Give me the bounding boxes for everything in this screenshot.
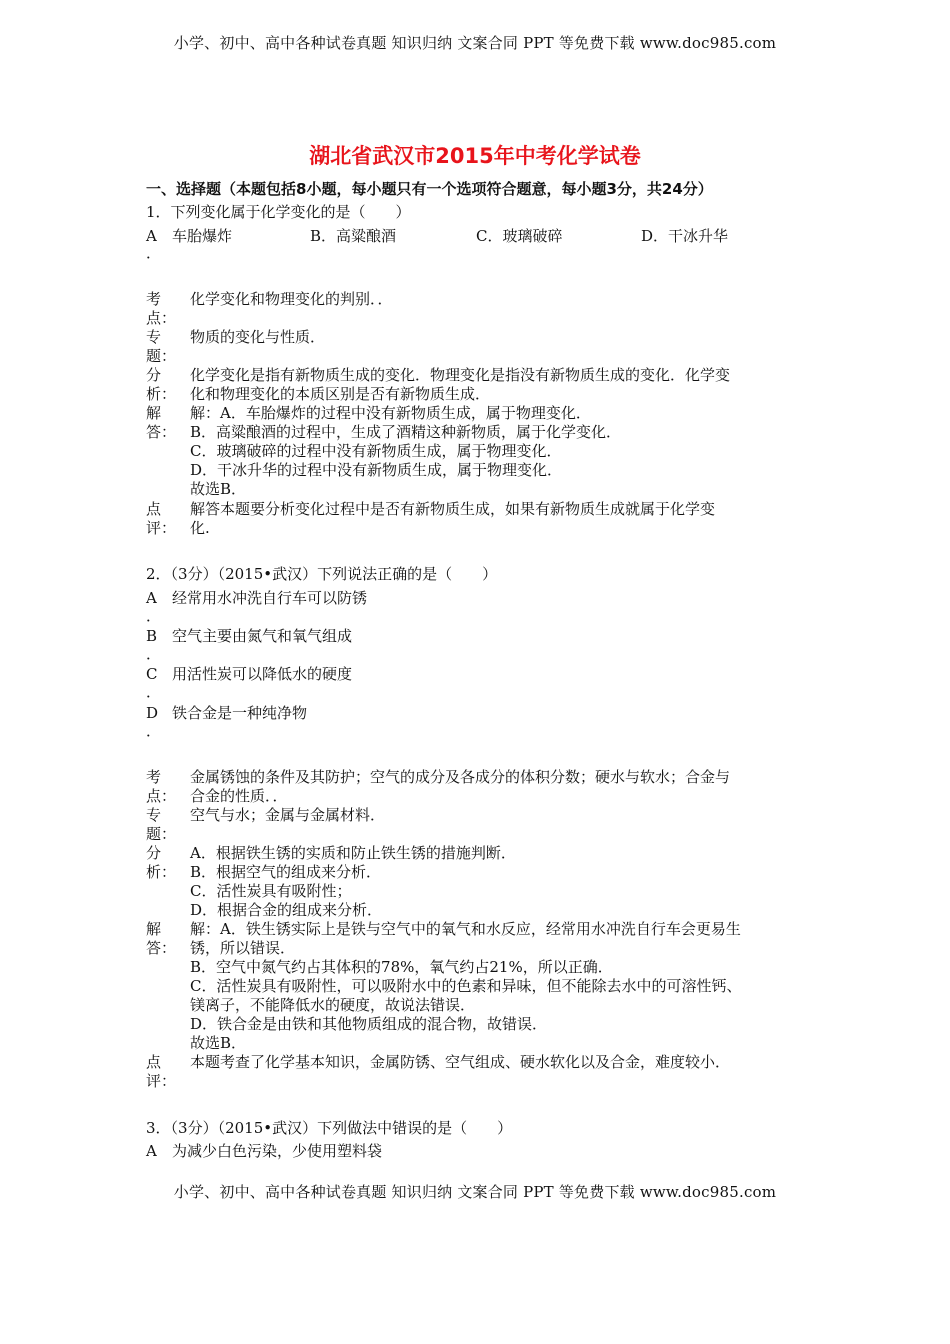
option-letter: A: [146, 1142, 157, 1160]
option-letter: C: [146, 665, 158, 683]
jieda-line: 镁离子，不能降低水的硬度，故说法错误．: [190, 996, 476, 1014]
dianping-line: 解答本题要分析变化过程中是否有新物质生成，如果有新物质生成就属于化学变: [190, 500, 716, 518]
label-kaodian-2: 点：: [146, 309, 177, 327]
label-zhuanti: 专: [146, 806, 162, 824]
label-dianping-2: 评：: [146, 1072, 177, 1090]
page-footer: 小学、初中、高中各种试卷真题 知识归纳 文案合同 PPT 等免费下载 www.doc985.com: [173, 1183, 777, 1201]
label-jieda: 解: [146, 920, 162, 938]
label-fenxi: 分: [146, 844, 162, 862]
option-b: 空气主要由氮气和氧气组成: [172, 627, 353, 645]
jieda-line: B．高粱酿酒的过程中，生成了酒精这种新物质，属于化学变化．: [190, 423, 622, 441]
label-dianping-2: 评：: [146, 519, 177, 537]
kaodian-line: 合金的性质．．: [190, 787, 288, 805]
label-zhuanti-2: 题：: [146, 347, 177, 365]
option-c: 用活性炭可以降低水的硬度: [172, 665, 353, 683]
option-dot: ．: [146, 722, 162, 740]
option-a: 经常用水冲洗自行车可以防锈: [172, 589, 368, 607]
option-b: B．高粱酿酒: [310, 227, 397, 245]
label-fenxi-2: 析：: [146, 863, 177, 881]
option-dot: ．: [146, 645, 162, 663]
question-stem: 2．（3分）（2015•武汉）下列说法正确的是（ ）: [146, 565, 498, 583]
dianping-text: 本题考查了化学基本知识，金属防锈、空气组成、硬水软化以及合金，难度较小．: [190, 1053, 731, 1071]
option-letter: A: [146, 227, 157, 245]
label-jieda: 解: [146, 404, 162, 422]
jieda-line: 锈，所以错误．: [190, 939, 296, 957]
fenxi-line: C．活性炭具有吸附性；: [190, 882, 352, 900]
option-a: 为减少白色污染，少使用塑料袋: [172, 1142, 383, 1160]
page-header: 小学、初中、高中各种试卷真题 知识归纳 文案合同 PPT 等免费下载 www.doc985.com: [173, 34, 777, 52]
label-jieda-2: 答：: [146, 423, 177, 441]
option-d: 铁合金是一种纯净物: [172, 704, 308, 722]
jieda-line: 解：A．铁生锈实际上是铁与空气中的氧气和水反应，经常用水冲洗自行车会更易生: [190, 920, 741, 938]
question-stem: 3．（3分）（2015•武汉）下列做法中错误的是（ ）: [146, 1119, 513, 1137]
jieda-line: C．活性炭具有吸附性，可以吸附水中的色素和异味，但不能除去水中的可溶性钙、: [190, 977, 742, 995]
jieda-line: C．玻璃破碎的过程中没有新物质生成，属于物理变化．: [190, 442, 562, 460]
fenxi-line: A．根据铁生锈的实质和防止铁生锈的措施判断．: [190, 844, 516, 862]
option-dot: ．: [146, 607, 162, 625]
label-fenxi: 分: [146, 366, 162, 384]
fenxi-line: D．根据合金的组成来分析．: [190, 901, 383, 919]
option-dot: ．: [146, 244, 162, 262]
exam-title: 湖北省武汉市2015年中考化学试卷: [309, 144, 641, 168]
jieda-line: 故选B．: [190, 480, 247, 498]
question-stem: 1．下列变化属于化学变化的是（ ）: [146, 203, 411, 221]
jieda-line: 故选B．: [190, 1034, 247, 1052]
dianping-line: 化.: [190, 519, 210, 537]
label-dianping: 点: [146, 1053, 162, 1071]
option-letter: D: [146, 704, 159, 722]
jieda-line: B．空气中氮气约占其体积的78%，氧气约占21%，所以正确．: [190, 958, 613, 976]
option-letter: B: [146, 627, 158, 645]
kaodian-text: 化学变化和物理变化的判别．．: [190, 290, 393, 308]
label-kaodian: 考: [146, 768, 162, 786]
zhuanti-text: 空气与水；金属与金属材料．: [190, 806, 386, 824]
fenxi-line: 化学变化是指有新物质生成的变化．物理变化是指没有新物质生成的变化．化学变: [190, 366, 731, 384]
option-letter: A: [146, 589, 157, 607]
label-jieda-2: 答：: [146, 939, 177, 957]
jieda-line: D．铁合金是由铁和其他物质组成的混合物，故错误．: [190, 1015, 548, 1033]
option-d: D．干冰升华: [641, 227, 729, 245]
label-kaodian: 考: [146, 290, 162, 308]
label-zhuanti: 专: [146, 328, 162, 346]
label-dianping: 点: [146, 500, 162, 518]
option-a: 车胎爆炸: [172, 227, 233, 245]
fenxi-line: 化和物理变化的本质区别是否有新物质生成．: [190, 385, 491, 403]
label-zhuanti-2: 题：: [146, 825, 177, 843]
section-heading: 一、选择题（本题包括8小题，每小题只有一个选项符合题意，每小题3分，共24分）: [146, 180, 713, 198]
jieda-line: D．干冰升华的过程中没有新物质生成，属于物理变化．: [190, 461, 563, 479]
kaodian-line: 金属锈蚀的条件及其防护；空气的成分及各成分的体积分数；硬水与软水；合金与: [190, 768, 731, 786]
option-dot: ．: [146, 683, 162, 701]
zhuanti-text: 物质的变化与性质．: [190, 328, 326, 346]
label-kaodian-2: 点：: [146, 787, 177, 805]
option-c: C．玻璃破碎: [476, 227, 563, 245]
label-fenxi-2: 析：: [146, 385, 177, 403]
fenxi-line: B．根据空气的组成来分析．: [190, 863, 382, 881]
jieda-line: 解：A．车胎爆炸的过程中没有新物质生成，属于物理变化．: [190, 404, 591, 422]
